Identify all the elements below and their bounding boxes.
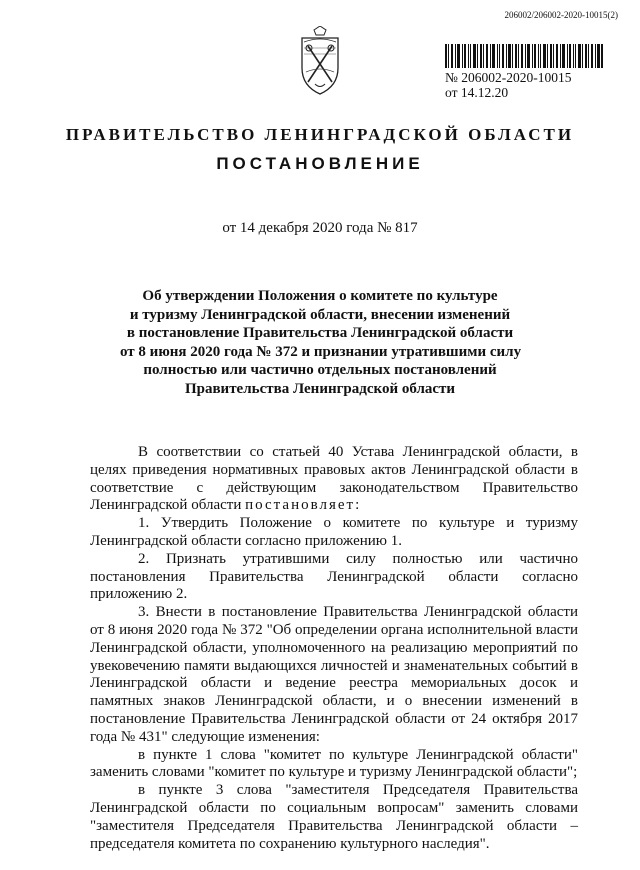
item-3-paragraph: 3. Внести в постановление Правительства Ленинградской области от 8 июня 2020 года № 372 "Об определении органа исполнительной власти Ленинградской области, уполномоченного на реализацию мероприятий по увековечению памяти выдающихся личностей и знаменательных событий в Ленинградской области и ведение реестра мемориальных досок и памятных знаков Ленинградской области, и о внесении изменений в постановление Правительства Ленинградской области от 24 октября 2017 года № 431" следующие изменения: [90,604,578,745]
registration-date: от 14.12.20 [445,85,509,100]
subject-line: и туризму Ленинградской области, внесении изменений [129,306,511,323]
preamble-text: В соответствии со статьей 40 Устава Ленинградской области, в целях приведения нормативных правовых актов Ленинградской области в соответствие с действующим законодательством Правительство Ленинградской области [90,444,578,514]
document-code: 206002/206002-2020-10015(2) [504,10,618,20]
subject-line: в постановление Правительства Ленинградской области [126,325,514,341]
subject-line: Об утверждении Положения о комитете по культуре [142,288,498,304]
item-2-paragraph: 2. Признать утратившими силу полностью или частично постановления Правительства Ленинградской области согласно приложению 2. [90,550,578,603]
document-body [90,444,578,853]
change-1-paragraph: в пункте 1 слова "комитет по культуре Ленинградской области" заменить словами "комитет по культуре и туризму Ленинградской области"; [90,746,578,781]
resolves-word: постановляет [245,497,356,514]
document-subject [120,287,520,398]
subject-line: от 8 июня 2020 года № 372 и признании утратившими силу [120,343,522,360]
document-type: ПОСТАНОВЛЕНИЕ [216,154,424,173]
barcode-icon [445,44,603,68]
subject-line: Правительства Ленинградской области [184,380,456,397]
registration-number: № 206002-2020-10015 [445,70,572,85]
coat-of-arms-icon [298,26,342,96]
preamble-paragraph: В соответствии со статьей 40 Устава Ленинградской области, в целях приведения нормативных правовых актов Ленинградской области в соответствие с действующим законодательством Правительство Ленинградской области постановляет: [90,444,578,514]
registration-block [445,70,572,100]
subject-line: полностью или частично отдельных постановлений [143,362,497,378]
change-2-paragraph: в пункте 3 слова "заместителя Председателя Правительства Ленинградской области по социальным вопросам" заменить словами "заместителя Председателя Правительства Ленинградской области – председателя комитета по сохранению культурного наследия". [90,782,578,852]
government-title: ПРАВИТЕЛЬСТВО ЛЕНИНГРАДСКОЙ ОБЛАСТИ [65,125,575,144]
document-date-number: от 14 декабря 2020 года № 817 [222,220,418,236]
item-1-paragraph: 1. Утвердить Положение о комитете по культуре и туризму Ленинградской области согласно приложению 1. [90,515,578,549]
